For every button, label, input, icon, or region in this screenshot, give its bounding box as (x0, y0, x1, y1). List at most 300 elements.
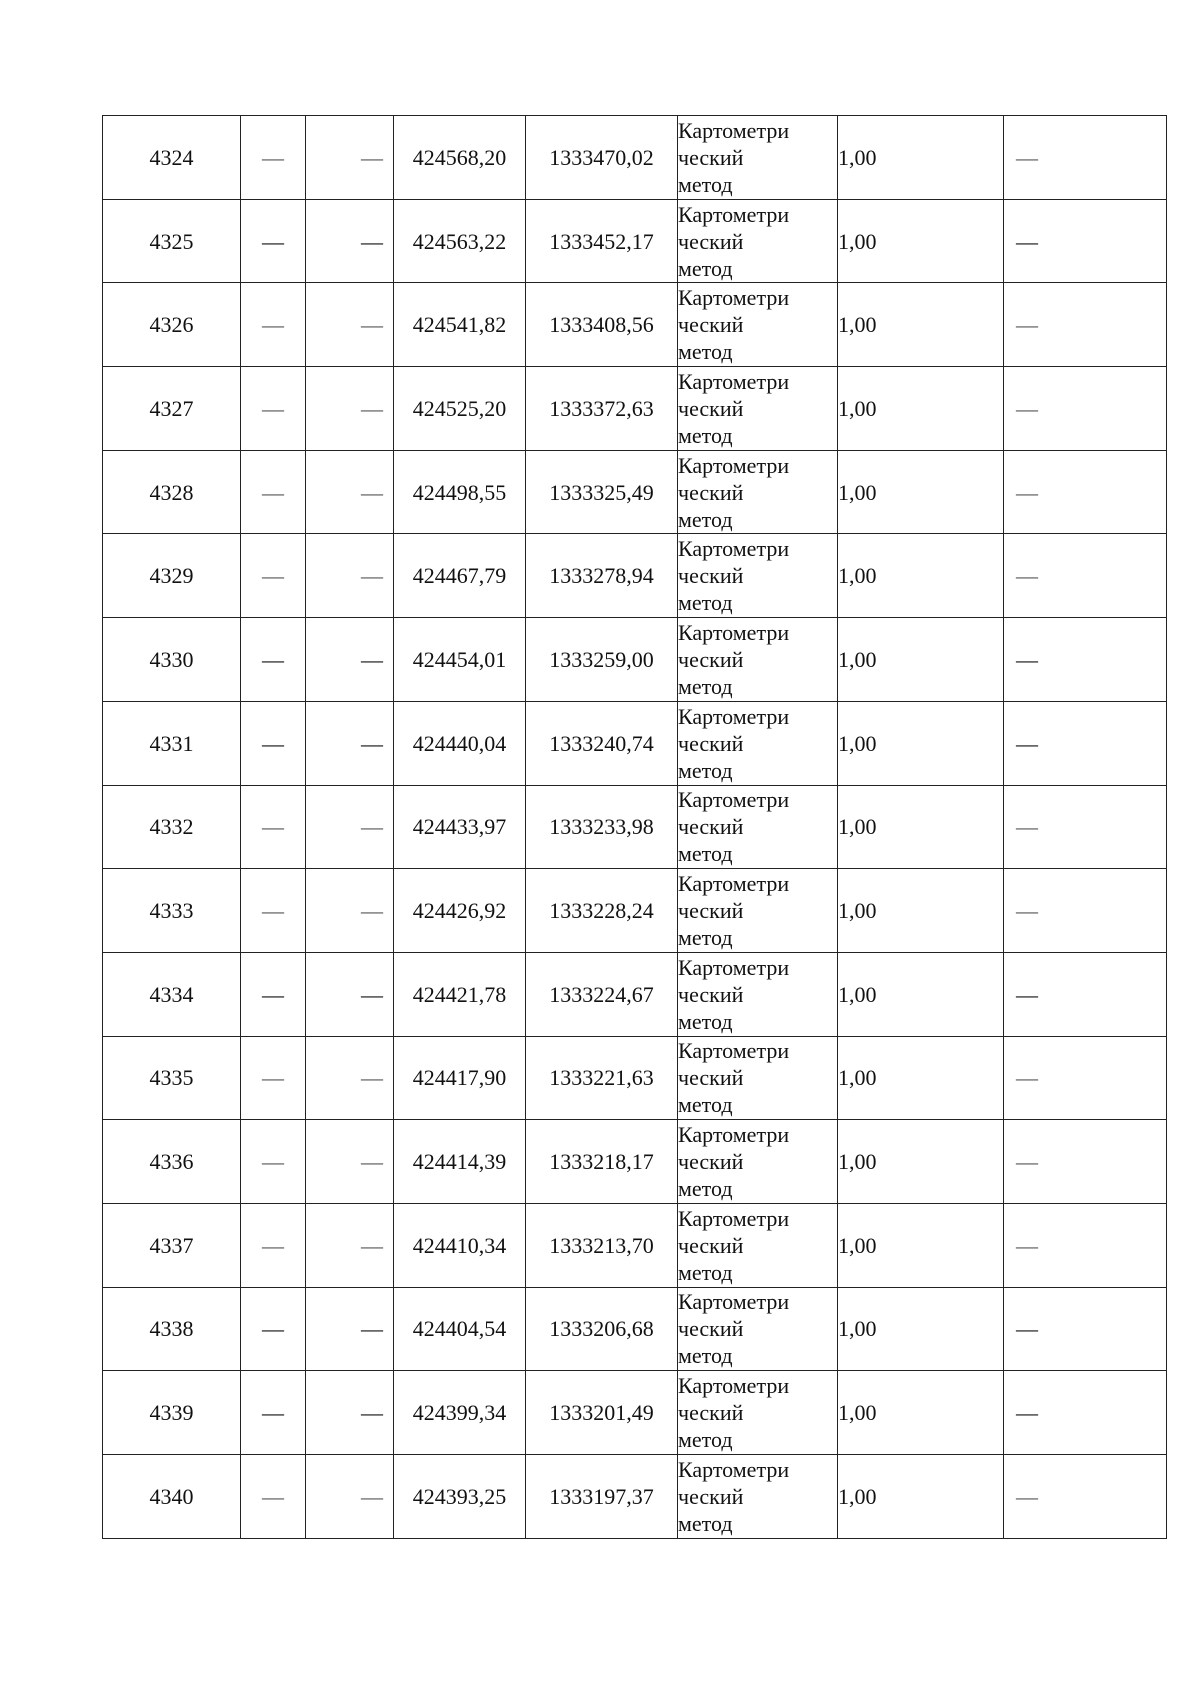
method-cell (678, 1455, 838, 1539)
dash-mark: — (361, 144, 383, 170)
empty-coordinate-y-cell (306, 785, 394, 869)
point-number-cell (103, 199, 241, 283)
dash-mark: — (361, 1232, 383, 1258)
method-line-1: Картометри (678, 1205, 790, 1231)
point-number: 4329 (149, 563, 194, 589)
coordinate-y: 1333470,02 (549, 144, 654, 170)
coordinate-x-cell (394, 199, 526, 283)
coordinate-y-cell (526, 1455, 678, 1539)
point-number: 4339 (149, 1400, 194, 1426)
coordinates-table-body (103, 116, 1167, 1539)
method-line-3: метод (678, 925, 733, 951)
coordinate-y: 1333372,63 (549, 395, 654, 421)
empty-coordinate-x-cell (241, 1203, 306, 1287)
accuracy-value: 1,00 (838, 395, 877, 421)
method-line-3: метод (678, 757, 733, 783)
dash-mark: — (262, 898, 284, 924)
point-number: 4331 (149, 730, 194, 756)
point-number-cell (103, 116, 241, 200)
empty-coordinate-x-cell (241, 283, 306, 367)
empty-coordinate-x-cell (241, 199, 306, 283)
point-number: 4336 (149, 1149, 194, 1175)
dash-mark: — (361, 479, 383, 505)
method-line-3: метод (678, 255, 733, 281)
dash-mark: — (361, 1149, 383, 1175)
coordinate-y-cell (526, 618, 678, 702)
empty-coordinate-x-cell (241, 701, 306, 785)
dash-mark: — (262, 981, 284, 1007)
accuracy-value: 1,00 (838, 563, 877, 589)
dash-mark: — (1016, 563, 1038, 589)
coordinate-y: 1333452,17 (549, 228, 654, 254)
method-line-1: Картометри (678, 703, 790, 729)
empty-coordinate-y-cell (306, 534, 394, 618)
coordinate-x: 424417,90 (412, 1065, 507, 1091)
point-number-cell (103, 701, 241, 785)
accuracy-cell (838, 367, 1004, 451)
method-line-2: ческий (678, 1400, 744, 1426)
method-cell (678, 1120, 838, 1204)
point-number-cell (103, 1455, 241, 1539)
description-cell (1004, 1455, 1167, 1539)
dash-mark: — (262, 1483, 284, 1509)
accuracy-cell (838, 618, 1004, 702)
method-cell (678, 785, 838, 869)
method-line-2: ческий (678, 1316, 744, 1342)
dash-mark: — (361, 981, 383, 1007)
accuracy-value: 1,00 (838, 1316, 877, 1342)
empty-coordinate-y-cell (306, 116, 394, 200)
empty-coordinate-x-cell (241, 1371, 306, 1455)
method-line-2: ческий (678, 1065, 744, 1091)
table-row (103, 199, 1167, 283)
coordinate-x: 424454,01 (412, 646, 507, 672)
method-line-2: ческий (678, 814, 744, 840)
coordinate-x: 424393,25 (412, 1483, 507, 1509)
method-cell (678, 534, 838, 618)
method-cell (678, 952, 838, 1036)
point-number-cell (103, 534, 241, 618)
method-line-3: метод (678, 1259, 733, 1285)
accuracy-value: 1,00 (838, 312, 877, 338)
coordinate-x: 424467,79 (412, 563, 507, 589)
coordinate-y: 1333224,67 (549, 981, 654, 1007)
coordinate-y: 1333213,70 (549, 1232, 654, 1258)
method-line-1: Картометри (678, 871, 790, 897)
table-row (103, 1371, 1167, 1455)
dash-mark: — (1016, 730, 1038, 756)
coordinate-y: 1333259,00 (549, 646, 654, 672)
dash-mark: — (262, 646, 284, 672)
table-row (103, 618, 1167, 702)
coordinate-y: 1333278,94 (549, 563, 654, 589)
coordinate-y-cell (526, 116, 678, 200)
coordinate-y: 1333218,17 (549, 1149, 654, 1175)
method-line-3: метод (678, 590, 733, 616)
table-row (103, 952, 1167, 1036)
point-number-cell (103, 1036, 241, 1120)
dash-mark: — (361, 814, 383, 840)
point-number: 4327 (149, 395, 194, 421)
coordinate-x-cell (394, 534, 526, 618)
empty-coordinate-x-cell (241, 1120, 306, 1204)
description-cell (1004, 952, 1167, 1036)
dash-mark: — (361, 1483, 383, 1509)
point-number-cell (103, 283, 241, 367)
accuracy-cell (838, 1120, 1004, 1204)
description-cell (1004, 199, 1167, 283)
coordinate-y-cell (526, 283, 678, 367)
description-cell (1004, 450, 1167, 534)
accuracy-cell (838, 785, 1004, 869)
accuracy-value: 1,00 (838, 1400, 877, 1426)
dash-mark: — (1016, 1065, 1038, 1091)
description-cell (1004, 1371, 1167, 1455)
dash-mark: — (1016, 228, 1038, 254)
point-number: 4330 (149, 646, 194, 672)
coordinate-x: 424440,04 (412, 730, 507, 756)
empty-coordinate-y-cell (306, 1287, 394, 1371)
empty-coordinate-x-cell (241, 534, 306, 618)
dash-mark: — (262, 1149, 284, 1175)
coordinate-y-cell (526, 1287, 678, 1371)
dash-mark: — (262, 1065, 284, 1091)
point-number-cell (103, 869, 241, 953)
coordinate-x: 424498,55 (412, 479, 507, 505)
accuracy-value: 1,00 (838, 1232, 877, 1258)
method-line-1: Картометри (678, 452, 790, 478)
method-line-2: ческий (678, 228, 744, 254)
method-line-3: метод (678, 506, 733, 532)
coordinate-y: 1333233,98 (549, 814, 654, 840)
coordinate-y-cell (526, 1203, 678, 1287)
table-row (103, 534, 1167, 618)
method-cell (678, 1287, 838, 1371)
method-line-2: ческий (678, 898, 744, 924)
empty-coordinate-y-cell (306, 618, 394, 702)
method-line-2: ческий (678, 479, 744, 505)
table-row (103, 785, 1167, 869)
method-line-3: метод (678, 1343, 733, 1369)
coordinate-x-cell (394, 1287, 526, 1371)
method-line-1: Картометри (678, 1373, 790, 1399)
coordinate-y-cell (526, 785, 678, 869)
accuracy-cell (838, 869, 1004, 953)
coordinate-y: 1333240,74 (549, 730, 654, 756)
description-cell (1004, 618, 1167, 702)
empty-coordinate-y-cell (306, 1203, 394, 1287)
point-number-cell (103, 1371, 241, 1455)
description-cell (1004, 283, 1167, 367)
coordinate-y: 1333221,63 (549, 1065, 654, 1091)
dash-mark: — (1016, 1316, 1038, 1342)
dash-mark: — (1016, 144, 1038, 170)
method-line-2: ческий (678, 646, 744, 672)
method-line-2: ческий (678, 395, 744, 421)
table-row (103, 1287, 1167, 1371)
empty-coordinate-x-cell (241, 1287, 306, 1371)
coordinate-y-cell (526, 952, 678, 1036)
coordinate-y-cell (526, 701, 678, 785)
coordinate-x-cell (394, 1036, 526, 1120)
dash-mark: — (1016, 898, 1038, 924)
point-number: 4326 (149, 312, 194, 338)
method-line-3: метод (678, 1427, 733, 1453)
accuracy-cell (838, 1371, 1004, 1455)
point-number: 4328 (149, 479, 194, 505)
coordinate-y-cell (526, 1036, 678, 1120)
empty-coordinate-x-cell (241, 785, 306, 869)
method-line-2: ческий (678, 563, 744, 589)
method-cell (678, 450, 838, 534)
dash-mark: — (1016, 312, 1038, 338)
accuracy-value: 1,00 (838, 1065, 877, 1091)
method-cell (678, 116, 838, 200)
method-line-3: метод (678, 673, 733, 699)
description-cell (1004, 1120, 1167, 1204)
method-line-1: Картометри (678, 1038, 790, 1064)
empty-coordinate-y-cell (306, 283, 394, 367)
dash-mark: — (1016, 814, 1038, 840)
dash-mark: — (1016, 981, 1038, 1007)
point-number-cell (103, 1203, 241, 1287)
coordinate-x: 424433,97 (412, 814, 507, 840)
dash-mark: — (361, 646, 383, 672)
dash-mark: — (262, 228, 284, 254)
table-row (103, 116, 1167, 200)
coordinate-y: 1333325,49 (549, 479, 654, 505)
method-line-2: ческий (678, 312, 744, 338)
accuracy-value: 1,00 (838, 981, 877, 1007)
table-row (103, 283, 1167, 367)
method-line-2: ческий (678, 144, 744, 170)
table-row (103, 1203, 1167, 1287)
empty-coordinate-x-cell (241, 367, 306, 451)
point-number: 4332 (149, 814, 194, 840)
coordinate-x-cell (394, 116, 526, 200)
method-cell (678, 1203, 838, 1287)
description-cell (1004, 116, 1167, 200)
coordinate-x: 424525,20 (412, 395, 507, 421)
point-number: 4340 (149, 1483, 194, 1509)
empty-coordinate-y-cell (306, 869, 394, 953)
point-number-cell (103, 1287, 241, 1371)
method-line-3: метод (678, 1176, 733, 1202)
point-number-cell (103, 1120, 241, 1204)
coordinate-y-cell (526, 450, 678, 534)
coordinate-x: 424426,92 (412, 898, 507, 924)
accuracy-value: 1,00 (838, 228, 877, 254)
dash-mark: — (361, 1316, 383, 1342)
description-cell (1004, 869, 1167, 953)
table-row (103, 1036, 1167, 1120)
empty-coordinate-x-cell (241, 952, 306, 1036)
empty-coordinate-x-cell (241, 618, 306, 702)
coordinate-x-cell (394, 283, 526, 367)
empty-coordinate-y-cell (306, 1120, 394, 1204)
method-line-1: Картометри (678, 1456, 790, 1482)
description-cell (1004, 701, 1167, 785)
method-line-3: метод (678, 1008, 733, 1034)
dash-mark: — (361, 228, 383, 254)
dash-mark: — (361, 1065, 383, 1091)
empty-coordinate-y-cell (306, 701, 394, 785)
point-number: 4334 (149, 981, 194, 1007)
method-line-3: метод (678, 1510, 733, 1536)
empty-coordinate-y-cell (306, 450, 394, 534)
dash-mark: — (262, 563, 284, 589)
coordinate-x: 424421,78 (412, 981, 507, 1007)
table-row (103, 701, 1167, 785)
method-cell (678, 367, 838, 451)
accuracy-cell (838, 116, 1004, 200)
accuracy-cell (838, 1287, 1004, 1371)
description-cell (1004, 367, 1167, 451)
accuracy-value: 1,00 (838, 646, 877, 672)
dash-mark: — (1016, 646, 1038, 672)
accuracy-value: 1,00 (838, 898, 877, 924)
method-line-3: метод (678, 841, 733, 867)
point-number: 4333 (149, 898, 194, 924)
empty-coordinate-x-cell (241, 450, 306, 534)
point-number: 4338 (149, 1316, 194, 1342)
description-cell (1004, 534, 1167, 618)
empty-coordinate-x-cell (241, 1455, 306, 1539)
description-cell (1004, 1036, 1167, 1120)
accuracy-cell (838, 450, 1004, 534)
accuracy-value: 1,00 (838, 730, 877, 756)
dash-mark: — (361, 898, 383, 924)
method-line-3: метод (678, 422, 733, 448)
empty-coordinate-y-cell (306, 1455, 394, 1539)
dash-mark: — (262, 312, 284, 338)
dash-mark: — (1016, 1483, 1038, 1509)
method-line-3: метод (678, 339, 733, 365)
dash-mark: — (1016, 1232, 1038, 1258)
dash-mark: — (262, 479, 284, 505)
empty-coordinate-y-cell (306, 952, 394, 1036)
coordinate-y: 1333201,49 (549, 1400, 654, 1426)
method-cell (678, 618, 838, 702)
coordinate-x-cell (394, 367, 526, 451)
accuracy-value: 1,00 (838, 144, 877, 170)
method-line-1: Картометри (678, 619, 790, 645)
accuracy-value: 1,00 (838, 1483, 877, 1509)
coordinate-y: 1333408,56 (549, 312, 654, 338)
coordinate-x: 424399,34 (412, 1400, 507, 1426)
dash-mark: — (262, 1232, 284, 1258)
accuracy-cell (838, 534, 1004, 618)
method-cell (678, 701, 838, 785)
coordinate-x: 424414,39 (412, 1149, 507, 1175)
point-number: 4325 (149, 228, 194, 254)
accuracy-cell (838, 701, 1004, 785)
coordinate-x-cell (394, 1120, 526, 1204)
coordinate-y: 1333197,37 (549, 1483, 654, 1509)
coordinate-y-cell (526, 199, 678, 283)
description-cell (1004, 1287, 1167, 1371)
accuracy-cell (838, 1203, 1004, 1287)
point-number: 4337 (149, 1232, 194, 1258)
table-row (103, 367, 1167, 451)
method-line-1: Картометри (678, 787, 790, 813)
dash-mark: — (262, 730, 284, 756)
dash-mark: — (361, 312, 383, 338)
method-line-1: Картометри (678, 368, 790, 394)
method-line-2: ческий (678, 1483, 744, 1509)
method-line-1: Картометри (678, 1289, 790, 1315)
coordinate-x-cell (394, 1203, 526, 1287)
dash-mark: — (361, 563, 383, 589)
table-row (103, 450, 1167, 534)
method-line-3: метод (678, 1092, 733, 1118)
accuracy-cell (838, 1036, 1004, 1120)
point-number-cell (103, 618, 241, 702)
empty-coordinate-x-cell (241, 869, 306, 953)
point-number-cell (103, 952, 241, 1036)
method-line-2: ческий (678, 1149, 744, 1175)
coordinate-x-cell (394, 450, 526, 534)
empty-coordinate-x-cell (241, 116, 306, 200)
coordinates-table (102, 115, 1167, 1539)
dash-mark: — (361, 1400, 383, 1426)
coordinate-y: 1333228,24 (549, 898, 654, 924)
table-row (103, 869, 1167, 953)
table-row (103, 1120, 1167, 1204)
empty-coordinate-y-cell (306, 199, 394, 283)
method-line-2: ческий (678, 981, 744, 1007)
method-line-1: Картометри (678, 117, 790, 143)
point-number-cell (103, 450, 241, 534)
accuracy-value: 1,00 (838, 814, 877, 840)
method-line-1: Картометри (678, 954, 790, 980)
coordinate-x-cell (394, 618, 526, 702)
dash-mark: — (1016, 479, 1038, 505)
coordinate-x-cell (394, 952, 526, 1036)
coordinate-x: 424541,82 (412, 312, 507, 338)
coordinate-y-cell (526, 1371, 678, 1455)
point-number: 4324 (149, 144, 194, 170)
accuracy-cell (838, 283, 1004, 367)
dash-mark: — (262, 1400, 284, 1426)
coordinate-x: 424568,20 (412, 144, 507, 170)
table-row (103, 1455, 1167, 1539)
coordinate-x-cell (394, 701, 526, 785)
method-cell (678, 1371, 838, 1455)
description-cell (1004, 785, 1167, 869)
coordinate-y-cell (526, 534, 678, 618)
accuracy-cell (838, 952, 1004, 1036)
method-line-2: ческий (678, 730, 744, 756)
dash-mark: — (262, 395, 284, 421)
accuracy-value: 1,00 (838, 479, 877, 505)
coordinate-y-cell (526, 367, 678, 451)
coordinate-x-cell (394, 1455, 526, 1539)
method-line-2: ческий (678, 1232, 744, 1258)
point-number-cell (103, 367, 241, 451)
coordinate-x: 424404,54 (412, 1316, 507, 1342)
dash-mark: — (262, 144, 284, 170)
dash-mark: — (262, 1316, 284, 1342)
dash-mark: — (361, 730, 383, 756)
accuracy-cell (838, 199, 1004, 283)
method-line-1: Картометри (678, 285, 790, 311)
dash-mark: — (1016, 1400, 1038, 1426)
coordinate-x-cell (394, 869, 526, 953)
point-number: 4335 (149, 1065, 194, 1091)
empty-coordinate-y-cell (306, 367, 394, 451)
accuracy-cell (838, 1455, 1004, 1539)
